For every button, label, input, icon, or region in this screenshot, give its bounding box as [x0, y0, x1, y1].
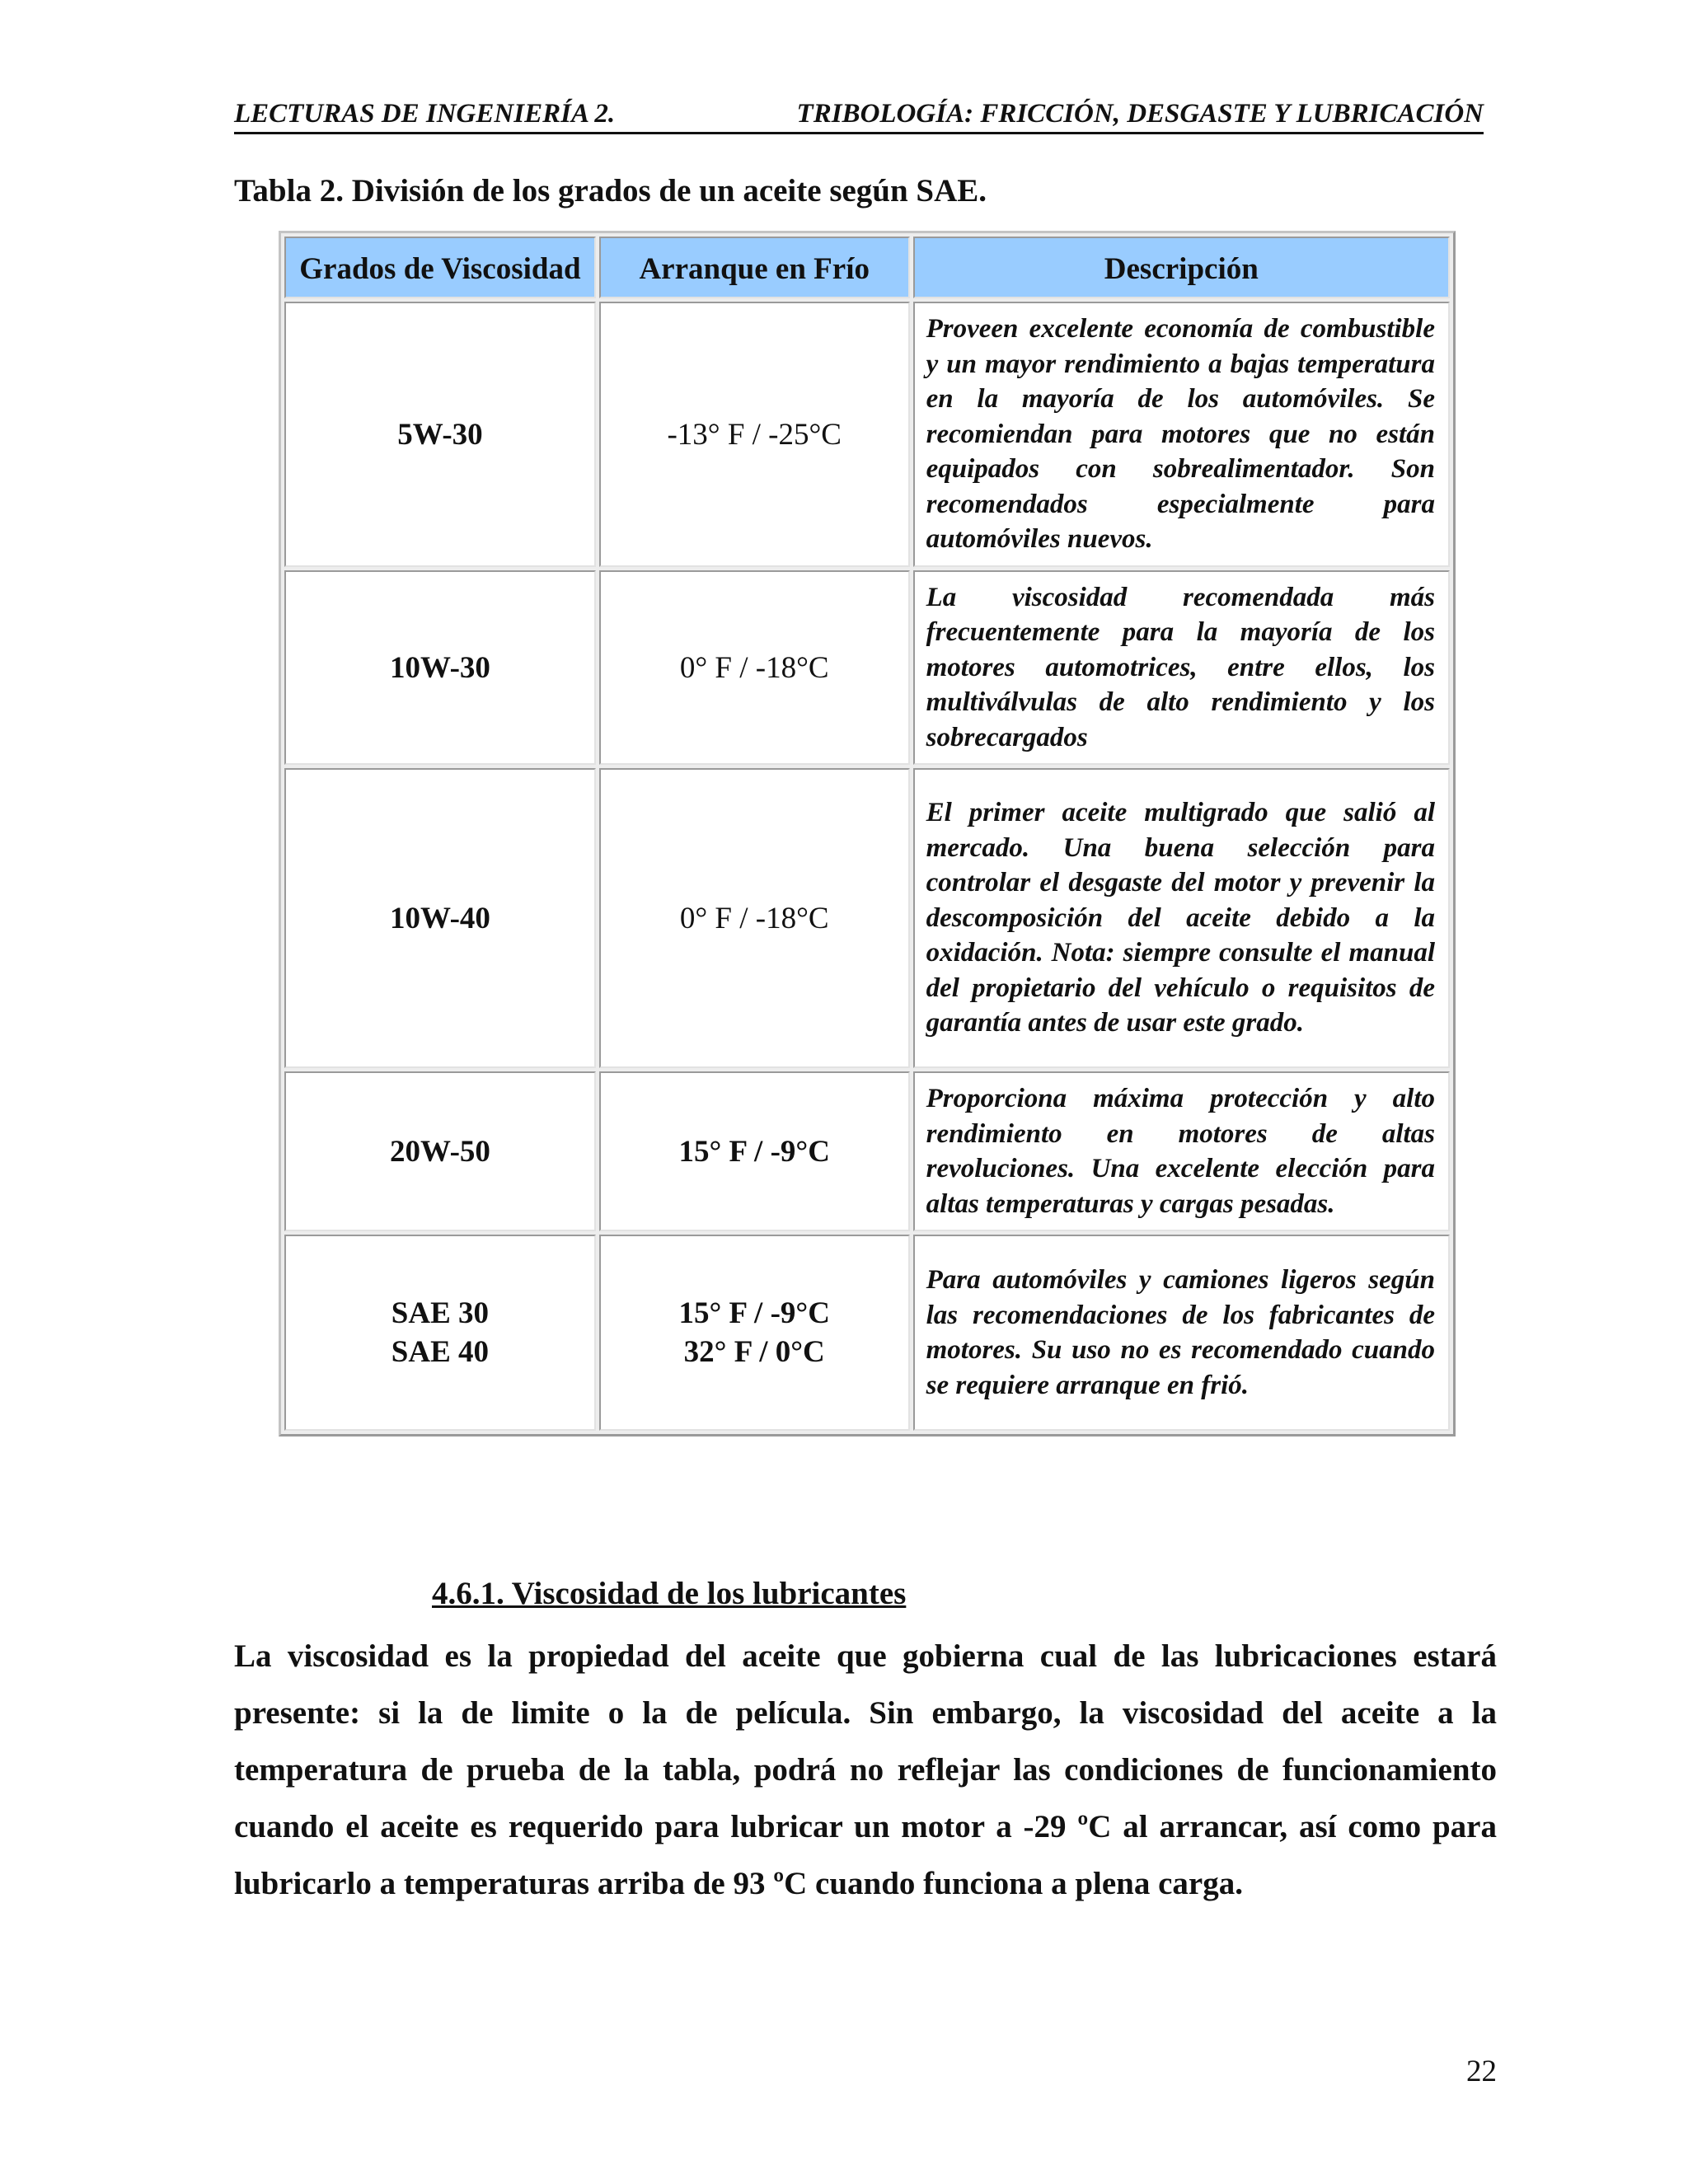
description-cell: El primer aceite multigrado que salió al mercado. Una buena selección para controlar el desgaste del motor y prevenir la descomposición del aceite debido a la oxidación. Nota: siempre consulte el manual del propietario del vehículo o requisitos de garantía antes de usar este grado. — [913, 768, 1450, 1068]
description-cell: La viscosidad recomendada más frecuentemente para la mayoría de los motores automotrices, entre ellos, los multiválvulas de alto rendimiento y los sobrecargados — [913, 570, 1450, 765]
description-cell: Para automóviles y camiones ligeros según las recomendaciones de los fabricantes de motores. Su uso no es recomendado cuando se requiere arranque en frió. — [913, 1235, 1450, 1431]
section-heading: 4.6.1. Viscosidad de los lubricantes — [432, 1576, 907, 1611]
table-row — [284, 1235, 1450, 1431]
table-row — [284, 570, 1450, 765]
table-row — [284, 768, 1450, 1068]
table-caption: Tabla 2. División de los grados de un aceite según SAE. — [234, 173, 987, 209]
column-header-description-label: Descripción — [1104, 252, 1259, 286]
sae-grades-table — [279, 231, 1456, 1436]
column-header-cold-start-label: Arranque en Frío — [639, 252, 870, 286]
grade-line-sae-30: SAE 30 — [391, 1296, 490, 1330]
column-header-description — [913, 237, 1450, 298]
table-row — [284, 1071, 1450, 1231]
cold-start-cell: 0° F / -18°C — [599, 570, 910, 765]
table-header-row — [284, 237, 1450, 298]
running-header — [234, 97, 1484, 134]
page-number: 22 — [1466, 2055, 1497, 2088]
running-header-right: TRIBOLOGÍA: FRICCIÓN, DESGASTE Y LUBRICACIÓN — [796, 99, 1484, 129]
body-paragraph: La viscosidad es la propiedad del aceite que gobierna cual de las lubricaciones estará presente: si la de limite o la de película. Sin embargo, la viscosidad del aceite a la temperatura de prueba de la tabla, podrá no reflejar las condiciones de funcionamiento cuando el aceite es requerido para lubricar un motor a -29 ºC al arrancar, así como para lubricarlo a temperaturas arriba de 93 ºC cuando funciona a plena carga. — [234, 1638, 1497, 1901]
column-header-cold-start — [599, 237, 910, 298]
cold-start-cell: 15° F / -9°C — [599, 1071, 910, 1231]
description-cell: Proporciona máxima protección y alto rendimiento en motores de altas revoluciones. Una excelente elección para altas temperaturas y cargas pesadas. — [913, 1071, 1450, 1231]
running-header-left: LECTURAS DE INGENIERÍA 2. — [234, 99, 616, 129]
grade-line-sae-40: SAE 40 — [391, 1335, 490, 1369]
cold-start-line-1: 15° F / -9°C — [678, 1296, 830, 1330]
table-row — [284, 302, 1450, 567]
description-cell: Proveen excelente economía de combustible y un mayor rendimiento a bajas temperatura en la mayoría de los automóviles. Se recomiendan para motores que no están equipados con sobrealimentador. Son recomendados especialmente para automóviles nuevos. — [913, 302, 1450, 567]
grade-cell: 10W-30 — [284, 570, 596, 765]
column-header-grades-label: Grados de Viscosidad — [299, 252, 581, 286]
cold-start-cell: 0° F / -18°C — [599, 768, 910, 1068]
grade-cell: 5W-30 — [284, 302, 596, 567]
grade-cell: 10W-40 — [284, 768, 596, 1068]
grade-cell — [284, 1235, 596, 1431]
cold-start-line-2: 32° F / 0°C — [683, 1335, 825, 1369]
column-header-grades — [284, 237, 596, 298]
cold-start-cell: -13° F / -25°C — [599, 302, 910, 567]
grade-cell: 20W-50 — [284, 1071, 596, 1231]
cold-start-cell — [599, 1235, 910, 1431]
